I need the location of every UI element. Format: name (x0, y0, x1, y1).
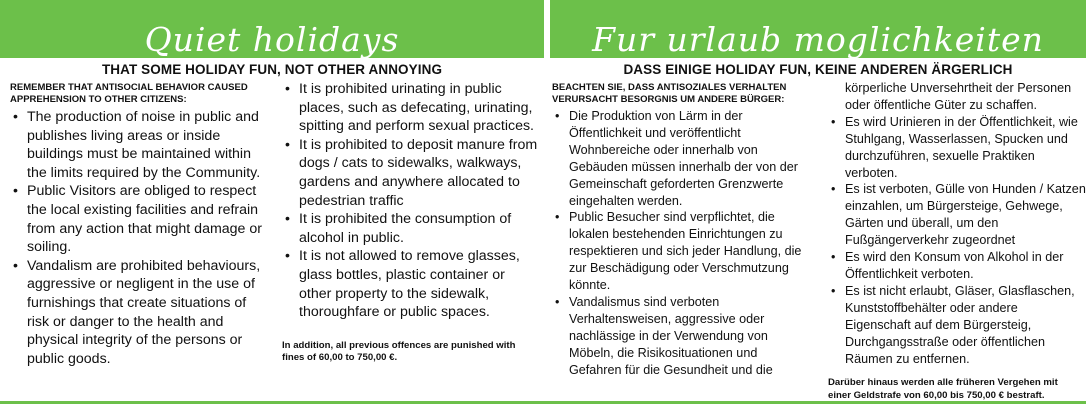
list-item: • Es ist nicht erlaubt, Gläser, Glasflaschen, Kunststoffbehälter oder andere Eigenschaft auf dem Bürgersteig, Durchgangsstraße oder öffentlichen Räumen zu entfernen. (828, 283, 1086, 368)
english-subtitle: THAT SOME HOLIDAY FUN, NOT OTHER ANNOYING (101, 62, 443, 77)
german-subtitle: DASS EINIGE HOLIDAY FUN, KEINE ANDEREN ÄRGERLICH (623, 62, 1013, 77)
german-lead: BEACHTEN SIE, DASS ANTISOZIALES VERHALTEN VERURSACHT BESORGNIS UM ANDERE BÜRGER: (552, 82, 787, 105)
list-item: • Vandalism are prohibited behaviours, aggressive or negligent in the use of furnishings that create situations of risk or danger to the health and physical integrity of the persons or public goods. (10, 257, 272, 369)
english-left-list (10, 108, 272, 368)
english-right-column (282, 80, 538, 365)
german-right-list (828, 114, 1086, 368)
list-item: • Public Visitors are obliged to respect the local existing facilities and refrain from any action that might damage or soiling. (10, 182, 272, 256)
list-item: • It is prohibited to deposit manure from dogs / cats to sidewalks, walkways, gardens and anywhere allocated to pedestrian traffic (282, 136, 538, 210)
list-item: • It is prohibited urinating in public places, such as defecating, urinating, spitting and perform sexual practices. (282, 80, 538, 136)
list-item: • The production of noise in public and publishes living areas or inside buildings must be maintained within the limits required by the Community. (10, 108, 272, 182)
german-panel (550, 0, 1086, 404)
german-left-list (552, 108, 808, 379)
list-item: • Es wird den Konsum von Alkohol in der Öffentlichkeit verboten. (828, 249, 1086, 283)
english-right-list (282, 80, 538, 322)
list-item: • It is not allowed to remove glasses, glass bottles, plastic container or other property to the sidewalk, thoroughfare or public spaces. (282, 247, 538, 321)
list-item: • Vandalismus sind verboten Verhaltensweisen, aggressive oder nachlässige in der Verwendung von Möbeln, die Risikosituationen und Gefahren für die Gesundheit und die (552, 294, 808, 379)
german-banner-title: Fur urlaub moglichkeiten (592, 20, 1044, 59)
english-banner-title: Quiet holidays (144, 20, 400, 59)
german-banner (550, 0, 1086, 58)
list-item: • Public Besucher sind verpflichtet, die lokalen bestehenden Einrichtungen zu respektieren und sich jeder Handlung, die zur Beschädigung oder Verschmutzung könnte. (552, 209, 808, 294)
english-lead: REMEMBER THAT ANTISOCIAL BEHAVIOR CAUSED APPREHENSION TO OTHER CITIZENS: (10, 82, 248, 105)
german-fines-note: Darüber hinaus werden alle früheren Vergehen mit einer Geldstrafe von 60,00 bis 750,00 € bestraft. (828, 377, 1058, 401)
list-item: • Die Produktion von Lärm in der Öffentlichkeit und veröffentlicht Wohnbereiche oder innerhalb von Gebäuden müssen innerhalb der von der Gemeinschaft geforderten Grenzwerte eingehalten werden. (552, 108, 808, 209)
german-right-column (828, 80, 1086, 402)
list-item: • Es wird Urinieren in der Öffentlichkeit, wie Stuhlgang, Wasserlassen, Spucken und durchzuführen, sexuelle Praktiken verboten. (828, 114, 1086, 182)
german-left-column (552, 80, 808, 379)
english-fines-note: In addition, all previous offences are punished with fines of 60,00 to 750,00 €. (282, 339, 516, 364)
list-item: • It is prohibited the consumption of alcohol in public. (282, 210, 538, 247)
english-banner (0, 0, 544, 58)
german-continuation: körperliche Unversehrtheit der Personen oder öffentliche Güter zu schaffen. (845, 81, 1072, 112)
list-item: • Es ist verboten, Gülle von Hunden / Katzen einzahlen, um Bürgersteige, Gehwege, Gärten und überall, um den Fußgängerverkehr zugeordnet (828, 181, 1086, 249)
english-left-column (10, 80, 272, 368)
